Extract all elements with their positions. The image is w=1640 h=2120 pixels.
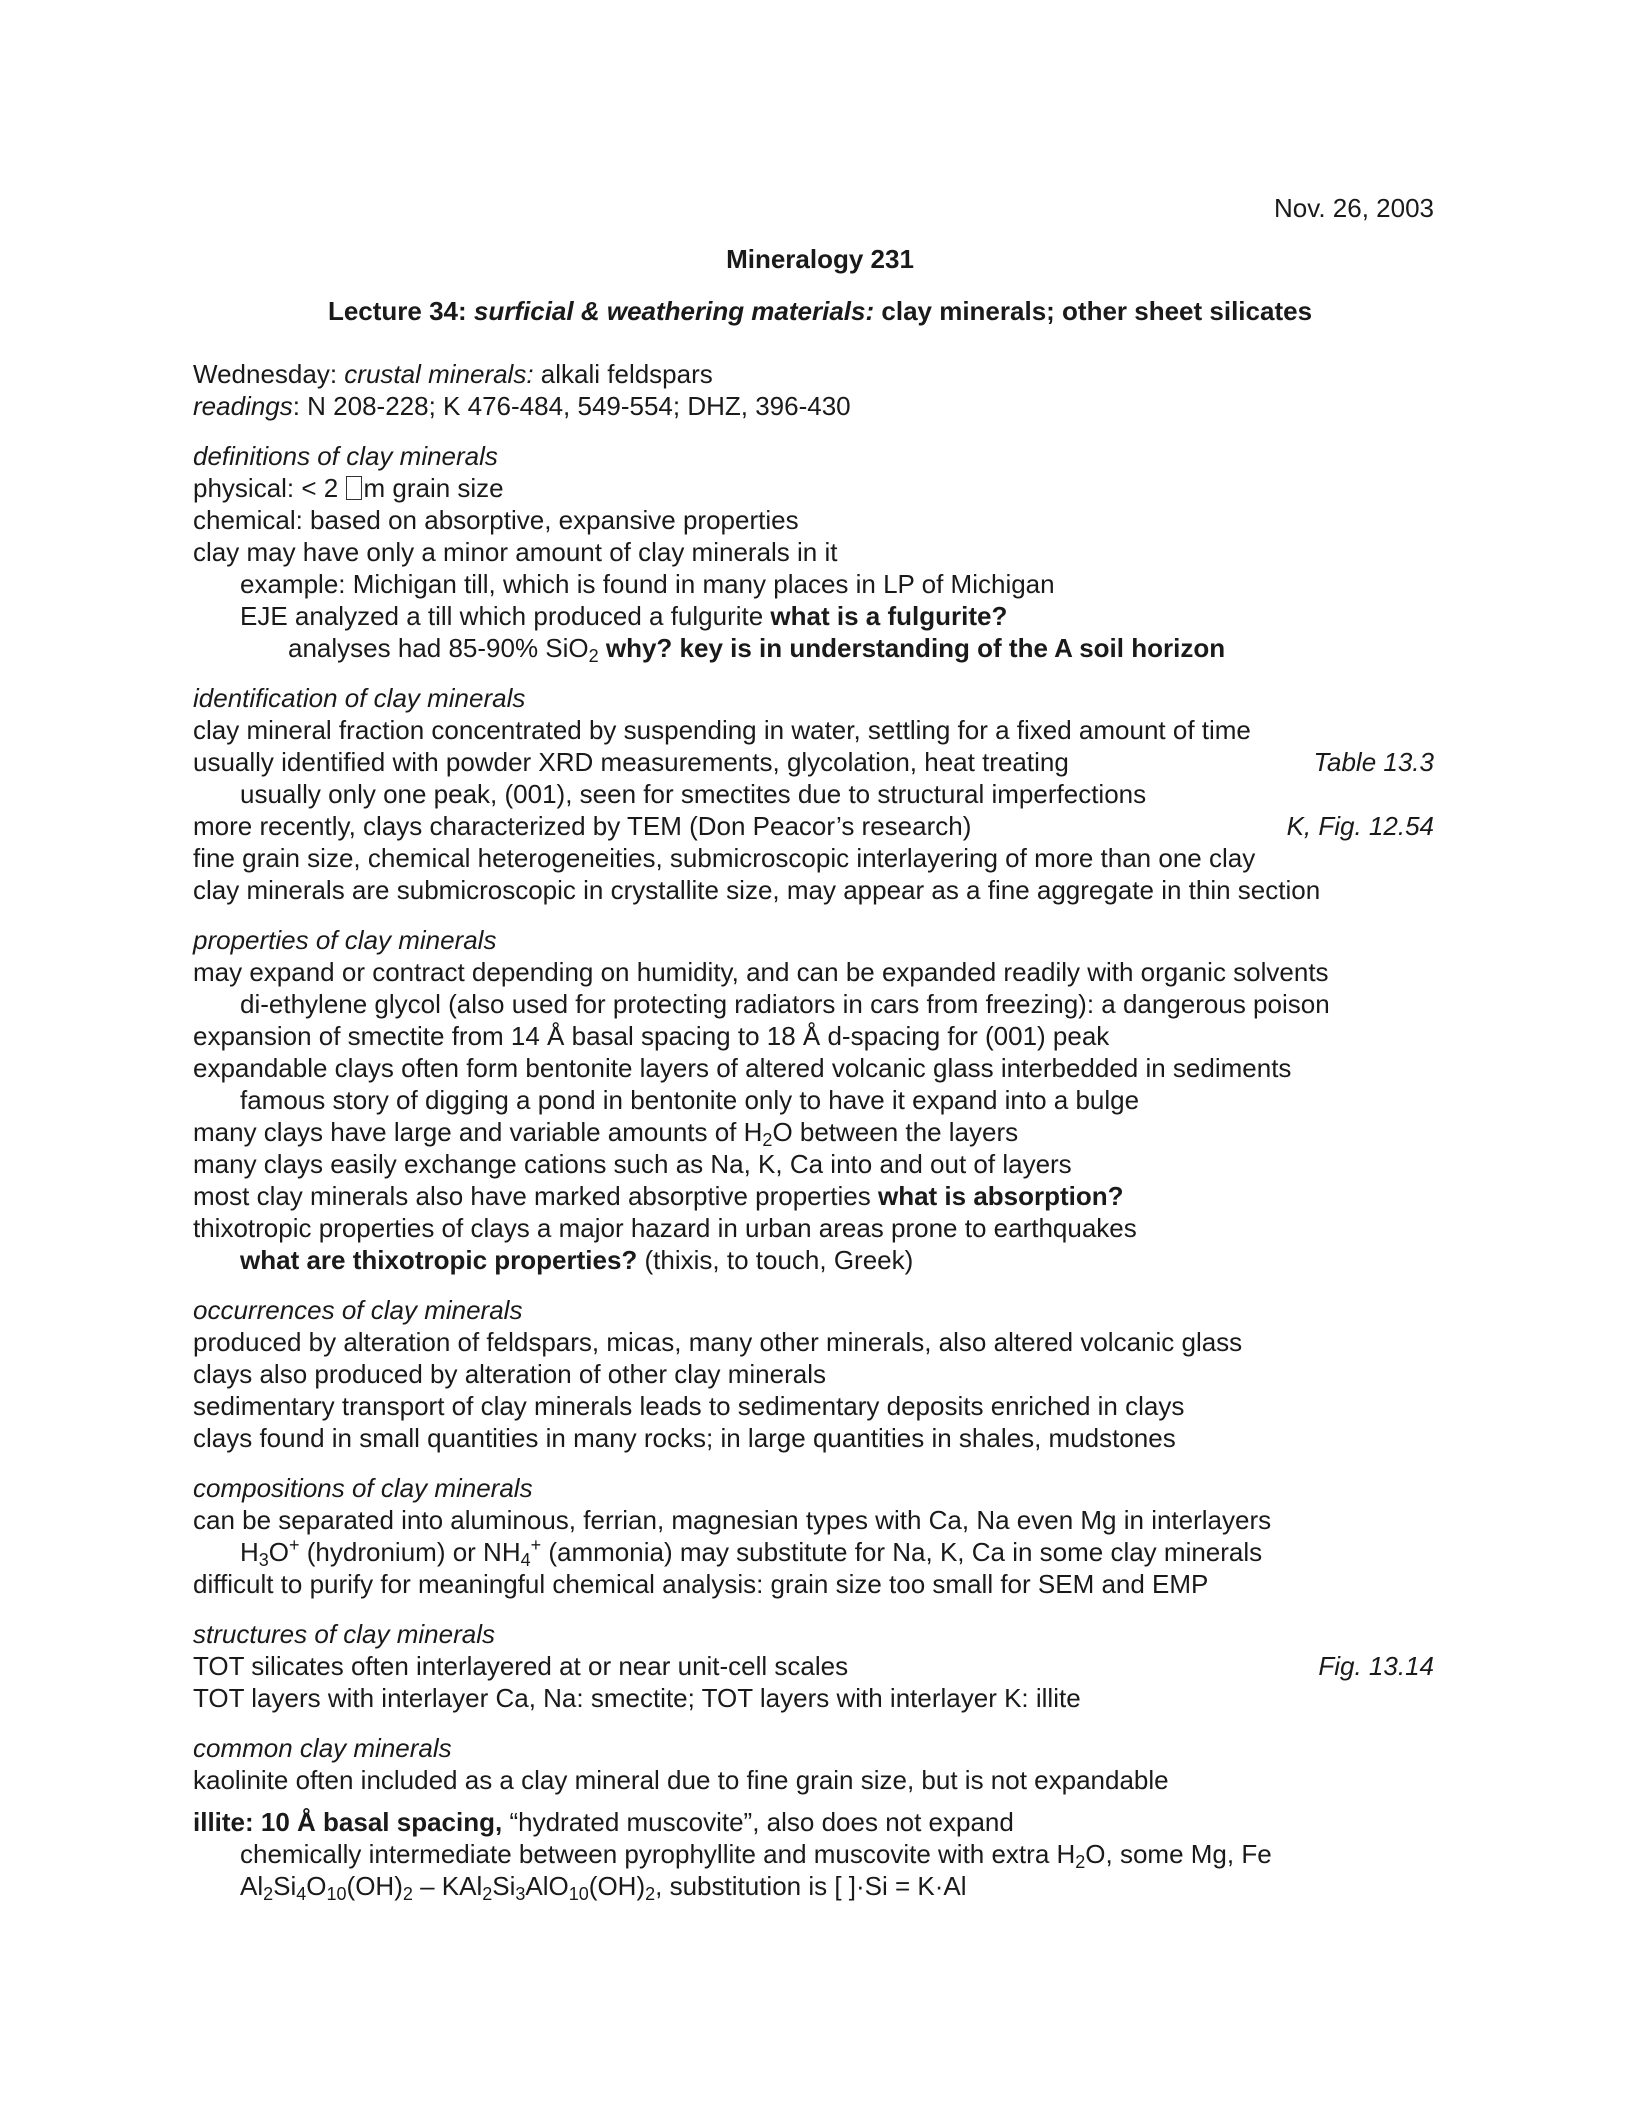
reference-table-13-3: Table 13.3 — [1313, 747, 1434, 777]
section-heading-definitions: definitions of clay minerals — [193, 441, 498, 471]
definition-physical: physical: < 2 m grain size — [193, 473, 504, 503]
illite-formula-line: $Al_2Si_4O_{10}(OH)_2 - KAl_2Si_3AlO_{10}(OH)_2$, substitution is [ ]·Si = K·Al — [240, 1871, 967, 1904]
occurrences-line: clays found in small quantities in many rocks; in large quantities in shales, mudstones — [193, 1423, 1176, 1453]
compositions-line: can be separated into aluminous, ferrian, magnesian types with Ca, Na even Mg in interlayers — [193, 1505, 1272, 1535]
section-heading-occurrences: occurrences of clay minerals — [193, 1295, 523, 1325]
identification-line: more recently, clays characterized by TEM (Don Peacor’s research) — [193, 811, 972, 841]
properties-line: expansion of smectite from 14 Å basal spacing to 18 Å d-spacing for (001) peak — [193, 1021, 1110, 1051]
occurrences-line: sedimentary transport of clay minerals leads to sedimentary deposits enriched in clays — [193, 1391, 1185, 1421]
properties-line: most clay minerals also have marked absorptive properties what is absorption? — [193, 1181, 1124, 1211]
identification-line: fine grain size, chemical heterogeneities, submicroscopic interlayering of more than one clay — [193, 843, 1256, 873]
properties-line: expandable clays often form bentonite layers of altered volcanic glass interbedded in sediments — [193, 1053, 1292, 1083]
section-heading-identification: identification of clay minerals — [193, 683, 526, 713]
identification-line: usually identified with powder XRD measurements, glycolation, heat treating — [193, 747, 1069, 777]
structures-line: TOT layers with interlayer Ca, Na: smectite; TOT layers with interlayer K: illite — [193, 1683, 1081, 1713]
common-line: kaolinite often included as a clay mineral due to fine grain size, but is not expandable — [193, 1765, 1169, 1795]
reference-fig-13-14: Fig. 13.14 — [1318, 1651, 1434, 1681]
lecture-title: Lecture 34: surficial & weathering materials: clay minerals; other sheet silicates — [327, 296, 1313, 326]
wednesday-line: Wednesday: crustal minerals: alkali feldspars — [193, 359, 713, 389]
definition-eje: EJE analyzed a till which produced a fulgurite what is a fulgurite? — [240, 601, 1008, 631]
definition-minor: clay may have only a minor amount of clay minerals in it — [193, 537, 838, 567]
properties-line: di-ethylene glycol (also used for protecting radiators in cars from freezing): a dangerous poison — [240, 989, 1330, 1019]
illite-chemistry-line: chemically intermediate between pyrophyllite and muscovite with extra $H_2O$, some Mg, Fe — [240, 1839, 1272, 1872]
section-heading-structures: structures of clay minerals — [193, 1619, 495, 1649]
reference-fig-12-54: K, Fig. 12.54 — [1286, 811, 1434, 841]
course-title: Mineralogy 231 — [726, 244, 914, 274]
definition-analyses: analyses had 85-90% SiO$_2$ why? key is in understanding of the A soil horizon — [288, 633, 1226, 666]
compositions-line: $H_3O^+$ (hydronium) or $NH_4^+$ (ammonia) may substitute for Na, K, Ca in some clay minerals — [240, 1535, 1263, 1570]
compositions-line: difficult to purify for meaningful chemical analysis: grain size too small for SEM and EMP — [193, 1569, 1209, 1599]
section-heading-properties: properties of clay minerals — [193, 925, 497, 955]
identification-line: usually only one peak, (001), seen for smectites due to structural imperfections — [240, 779, 1147, 809]
properties-line: many clays easily exchange cations such as Na, K, Ca into and out of layers — [193, 1149, 1072, 1179]
occurrences-line: produced by alteration of feldspars, micas, many other minerals, also altered volcanic glass — [193, 1327, 1243, 1357]
identification-line: clay mineral fraction concentrated by suspending in water, settling for a fixed amount of time — [193, 715, 1251, 745]
missing-glyph-box-icon — [346, 476, 362, 500]
properties-line: thixotropic properties of clays a major hazard in urban areas prone to earthquakes — [193, 1213, 1137, 1243]
illite-line: illite: 10 Å basal spacing, “hydrated muscovite”, also does not expand — [193, 1807, 1014, 1837]
date: Nov. 26, 2003 — [1274, 193, 1434, 223]
properties-line: what are thixotropic properties? (thixis, to touch, Greek) — [240, 1245, 914, 1275]
properties-line: may expand or contract depending on humidity, and can be expanded readily with organic solvents — [193, 957, 1329, 987]
section-heading-common: common clay minerals — [193, 1733, 452, 1763]
readings-line: readings: N 208-228; K 476-484, 549-554; DHZ, 396-430 — [193, 391, 851, 421]
properties-line: famous story of digging a pond in bentonite only to have it expand into a bulge — [240, 1085, 1140, 1115]
definition-example: example: Michigan till, which is found in many places in LP of Michigan — [240, 569, 1055, 599]
occurrences-line: clays also produced by alteration of other clay minerals — [193, 1359, 826, 1389]
definition-chemical: chemical: based on absorptive, expansive properties — [193, 505, 799, 535]
identification-line: clay minerals are submicroscopic in crystallite size, may appear as a fine aggregate in thin section — [193, 875, 1321, 905]
structures-line: TOT silicates often interlayered at or near unit-cell scales — [193, 1651, 849, 1681]
section-heading-compositions: compositions of clay minerals — [193, 1473, 533, 1503]
properties-line: many clays have large and variable amounts of $H_2O$ between the layers — [193, 1117, 1019, 1150]
